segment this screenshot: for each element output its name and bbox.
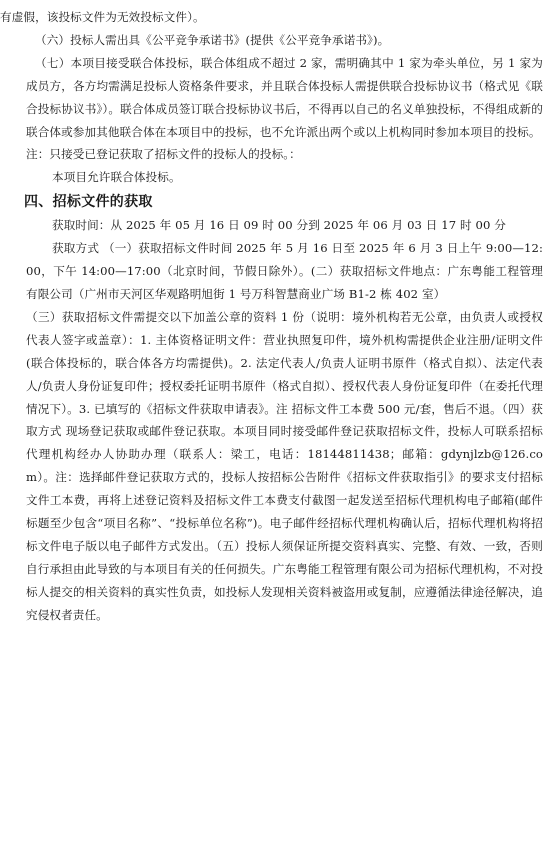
acquisition-time: 获取时间：从 2025 年 05 月 16 日 09 时 00 分到 2025 年 06 月 03 日 17 时 00 分 [52, 218, 506, 233]
note-registration: 注：只接受已登记获取了招标文件的投标人的投标。： [26, 147, 301, 162]
clause-seven: （七）本项目接受联合体投标，联合体组成不超过 2 家，需明确其中 1 家为牵头单位，另 1 家为成员方，各方均需满足投标人资格条件要求，并且联合体投标人需提供联合投标协议书（格式见《联合投标协议书》）。联合体成员签订联合投标协议书后，不得再以自己的名义单独投标，不得组成新的联合体或参加其他联合体在本项目中的投标，也不允许派出两个或以上机构同时参加本项目的投标。 [26, 55, 543, 139]
consortium-allowed: 本项目允许联合体投标。 [52, 170, 181, 185]
paragraph-continuation: 有虚假，该投标文件为无效投标文件）。 [0, 10, 205, 24]
clause-six: （六）投标人需出具《公平竞争承诺书》(提供《公平竞争承诺书》)。 [35, 32, 390, 47]
section-heading: 四、招标文件的获取 [24, 194, 153, 211]
required-documents: （三）获取招标文件需提交以下加盖公章的资料 1 份（说明：境外机构若无公章，由负责人或授权代表人签字或盖章）：1. 主体资格证明文件：营业执照复印件，境外机构需提供企业注册/证明文件(联合体投标的，联合体各方均需提供)。2. 法定代表人/负责人证明书原件（格式自拟）、法定代表人/负责人身份证复印件；授权委托证明书原件（格式自拟）、授权代表人身份证复印件（在委托代理情况下）。3. 已填写的《招标文件获取申请表》。注 招标文件工本费 500 元/套，售后不退。（四）获取方式 现场登记获取或邮件登记获取。本项目同时接受邮件登记获取招标文件，投标人可联系招标代理机构经办人协助办理（联系人：梁工，电话：18144811438；邮箱：gdynjlzb@126.com）。注：选择邮件登记获取方式的，投标人按招标公告附件《招标文件获取指引》的要求支付招标文件工本费，再将上述登记资料及招标文件工本费支付截图一起发送至招标代理机构电子邮箱(邮件标题至少包含“项目名称”、“投标单位名称”)。电子邮件经招标代理机构确认后，招标代理机构将招标文件电子版以电子邮件方式发出。（五）投标人须保证所提交资料真实、完整、有效、一致，否则自行承担由此导致的与本项目有关的任何损失。广东粤能工程管理有限公司为招标代理机构，不对投标人提交的相关资料的真实性负责，如投标人发现相关资料被盗用或复制，应遵循法律途径解决，追究侵权者责任。 [26, 309, 543, 622]
acquisition-method: 获取方式 （一）获取招标文件时间 2025 年 5 月 16 日至 2025 年 6 月 3 日上午 9:00—12:00，下午 14:00—17:00（北京时间，节假日除外）。(二）获取招标文件地点：广东粤能工程管理有限公司（广州市天河区华观路明旭街 1 号万科智慧商业广场 B1-2 栋 402 室） [26, 241, 543, 301]
